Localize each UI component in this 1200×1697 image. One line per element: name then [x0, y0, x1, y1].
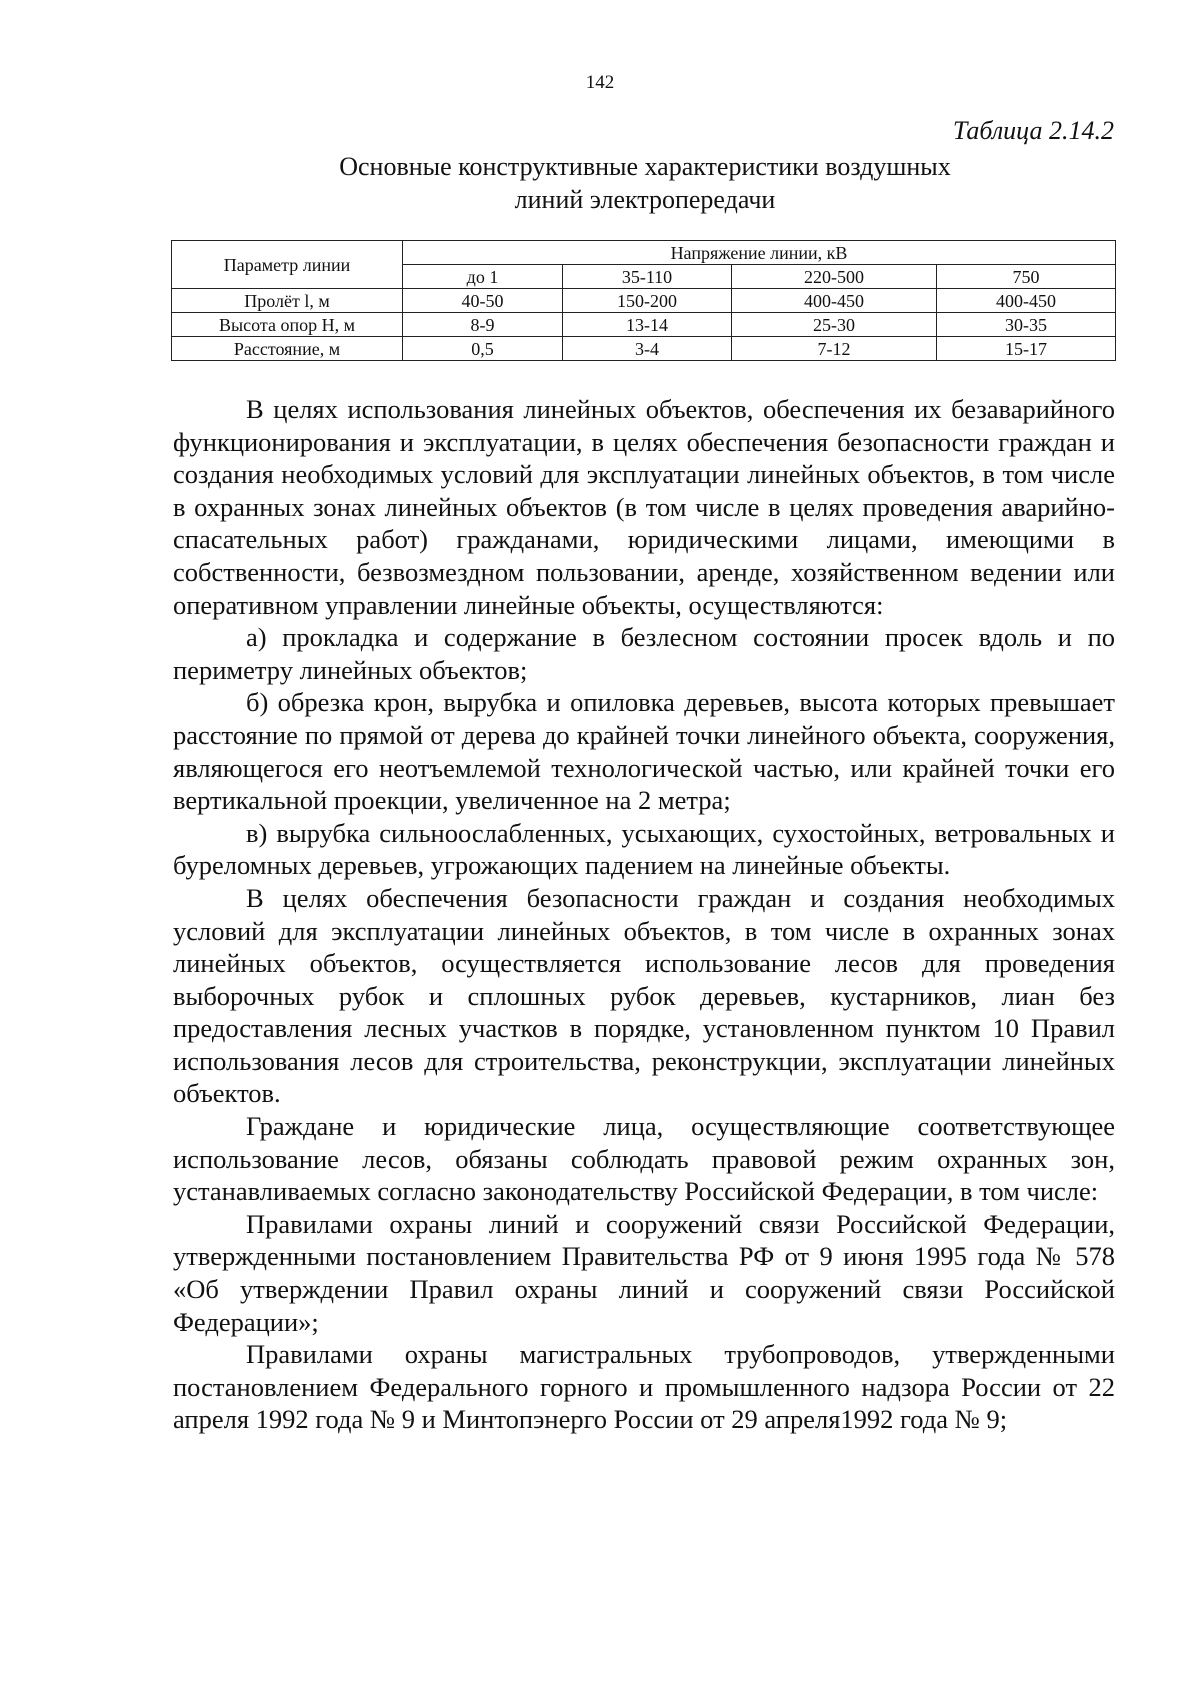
characteristics-table [171, 240, 1116, 361]
paragraph: В целях обеспечения безопасности граждан и создания необходимых условий для эксплуатации линейных объектов, в том числе в охранных зонах линейных объектов, осуществляется использование лесов для проведения выборочных рубок и сплошных рубок деревьев, кустарников, лиан без предоставления лесных участков в порядке, установленном пунктом 10 Правил использования лесов для строительства, реконструкции, эксплуатации линейных объектов. [173, 882, 1115, 1109]
paragraph: в) вырубка сильноослабленных, усыхающих, сухостойных, ветровальных и буреломных деревьев, угрожающих падением на линейные объекты. [173, 817, 1115, 881]
voltage-column: до 1 [403, 265, 563, 289]
table-cell: 25-30 [732, 313, 937, 337]
paragraph: Правилами охраны магистральных трубопроводов, утвержденными постановлением Федерального горного и промышленного надзора России от 22 апреля 1992 года № 9 и Минтопэнерго России от 29 апреля1992 года № 9; [173, 1339, 1115, 1435]
table-title-line-1: Основные конструктивные характеристики воздушных [339, 152, 951, 181]
table-title-line-2: линий электропередачи [514, 185, 776, 214]
table-cell: 0,5 [403, 337, 563, 361]
table-cell: 150-200 [563, 289, 732, 313]
voltage-column: 35-110 [563, 265, 732, 289]
voltage-column: 220-500 [732, 265, 937, 289]
voltage-header: Напряжение линии, кВ [403, 241, 1116, 265]
body-text [173, 393, 1115, 1436]
voltage-column: 750 [937, 265, 1116, 289]
row-label: Пролёт l, м [172, 289, 403, 313]
table-title [160, 150, 1130, 216]
table-header-row [172, 241, 1116, 265]
paragraph: б) обрезка крон, вырубка и опиловка деревьев, высота которых превышает расстояние по прямой от дерева до крайней точки линейного объекта, сооружения, являющегося его неотъемлемой технологической частью, или крайней точки его вертикальной проекции, увеличенное на 2 метра; [173, 687, 1115, 816]
table-row [172, 289, 1116, 313]
table-row [172, 313, 1116, 337]
row-label: Расстояние, м [172, 337, 403, 361]
param-header: Параметр линии [172, 241, 403, 289]
paragraph: Граждане и юридические лица, осуществляющие соответствующее использование лесов, обязаны соблюдать правовой режим охранных зон, устанавливаемых согласно законодательству Российской Федерации, в том числе: [173, 1111, 1115, 1207]
paragraph: Правилами охраны линий и сооружений связи Российской Федерации, утвержденными постановлением Правительства РФ от 9 июня 1995 года № 578 «Об утверждении Правил охраны линий и сооружений связи Российской Федерации»; [173, 1208, 1115, 1337]
page-number: 142 [585, 72, 615, 93]
table-cell: 40-50 [403, 289, 563, 313]
table-cell: 8-9 [403, 313, 563, 337]
table-cell: 15-17 [937, 337, 1116, 361]
table-cell: 30-35 [937, 313, 1116, 337]
table-label: Таблица 2.14.2 [952, 116, 1114, 145]
table-cell: 400-450 [732, 289, 937, 313]
table-cell: 3-4 [563, 337, 732, 361]
table-cell: 13-14 [563, 313, 732, 337]
table-row [172, 337, 1116, 361]
paragraph: а) прокладка и содержание в безлесном состоянии просек вдоль и по периметру линейных объектов; [173, 622, 1115, 685]
table-cell: 400-450 [937, 289, 1116, 313]
row-label: Высота опор Н, м [172, 313, 403, 337]
table-cell: 7-12 [732, 337, 937, 361]
paragraph: В целях использования линейных объектов, обеспечения их безаварийного функционирования и эксплуатации, в целях обеспечения безопасности граждан и создания необходимых условий для эксплуатации линейных объектов, в том числе в охранных зонах линейных объектов (в том числе в целях проведения аварийно-спасательных работ) гражданами, юридическими лицами, имеющими в собственности, безвозмездном пользовании, аренде, хозяйственном ведении или оперативном управлении линейные объекты, осуществляются: [173, 394, 1115, 620]
